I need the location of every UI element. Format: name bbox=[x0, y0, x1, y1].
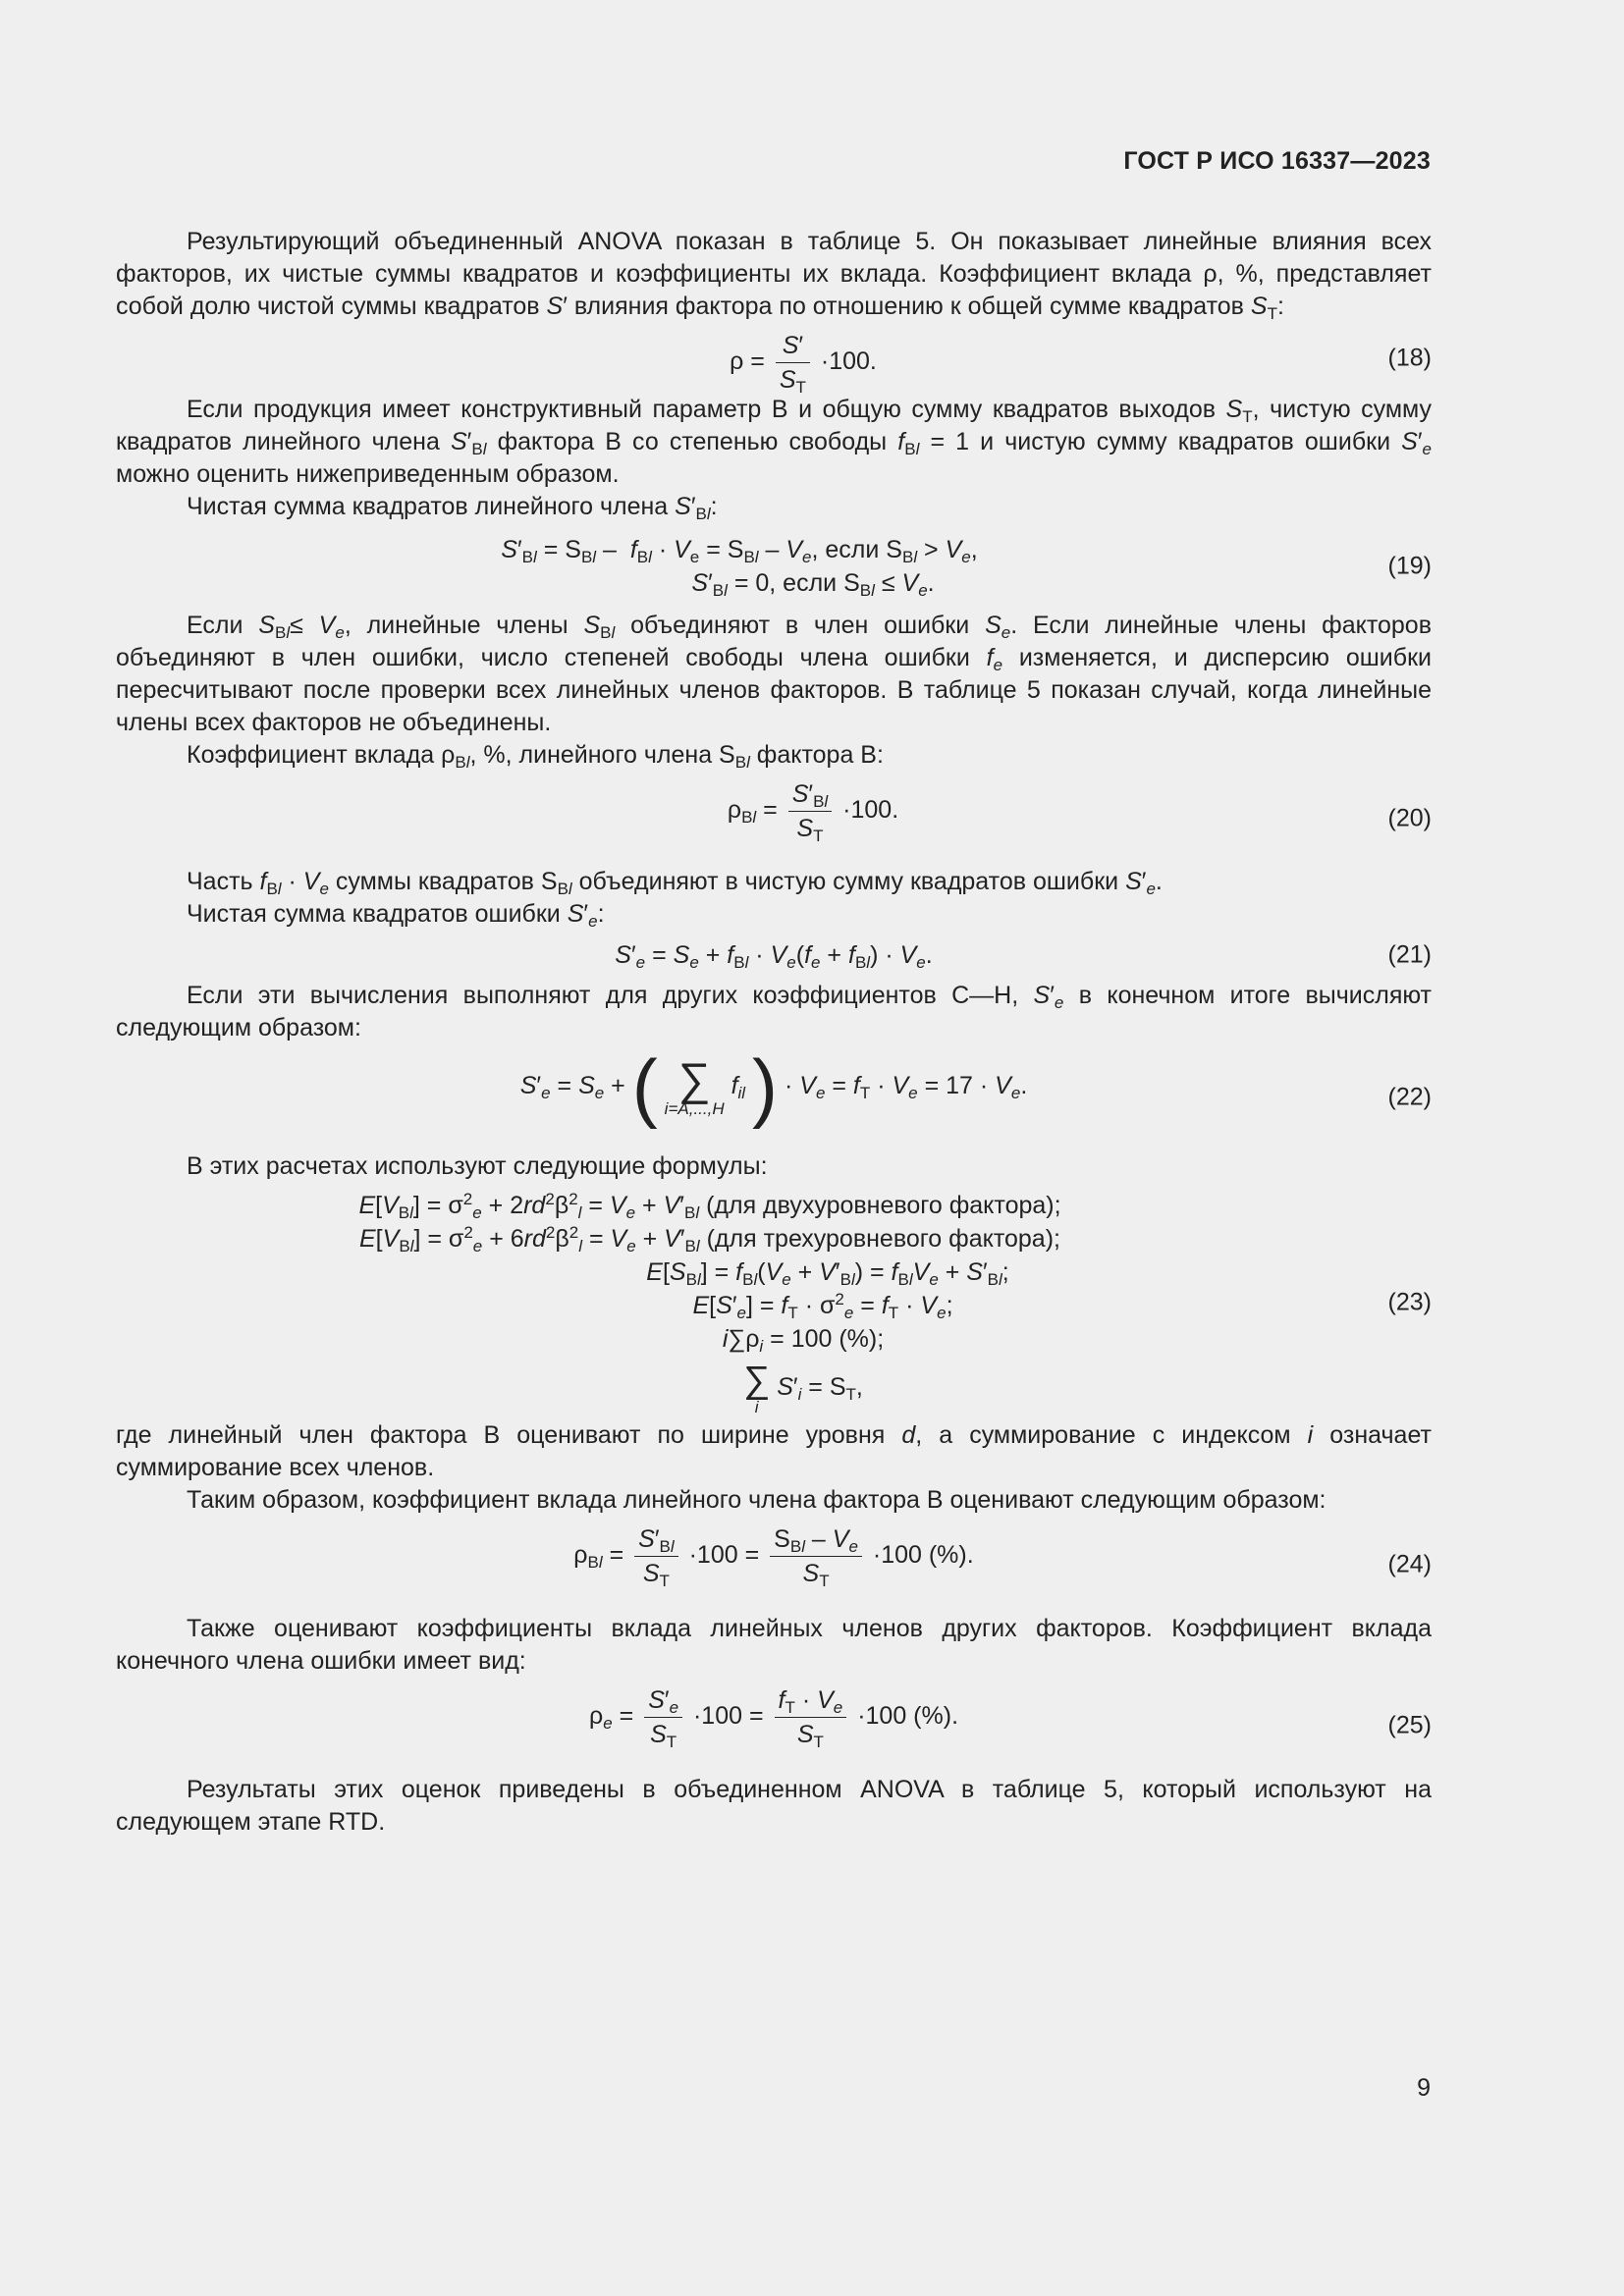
eq-number-24: (24) bbox=[1387, 1550, 1432, 1578]
eq23-note-2level: (для двухуровневого фактора); bbox=[706, 1192, 1061, 1219]
equation-25: $\rho_e$ = $\frac{S'_e}{S_T}$ ·100 = $\frac{f_T \cdot V_e}{S_T}$ ·100 (%). (25) bbox=[588, 1686, 1432, 1751]
eq22-constant: 17 bbox=[946, 1071, 973, 1099]
equation-18: ρ = $\frac{S'}{S_T}$ ·100. (18) bbox=[730, 332, 1432, 397]
paragraph-4: Если $S_{Bl}\le V_e$, линейные члены $S_{Bl}$ объединяют в член ошибки $S_e$. Если линейные члены факторов объединяют в член ошибки, число степеней свободы члена ошибки $f_e$ изменяется, и дисперсию ошибки пересчитывают после проверки всех линейных членов факторов. В таблице 5 показан случай, когда линейные члены всех факторов не объединены. bbox=[116, 612, 1432, 736]
paragraph-11: Таким образом, коэффициент вклада линейного члена фактора B оценивают следующим образом: bbox=[187, 1486, 1326, 1514]
paragraph-2: Если продукция имеет конструктивный параметр B и общую сумму квадратов выходов $S_T$, чистую сумму квадратов линейного члена $S'_{Bl}$ фактора B со степенью свободы $f_{Bl} = 1$ и чистую сумму квадратов ошибки $S'_e$ можно оценить нижеприведенным образом. bbox=[116, 396, 1432, 488]
eq-number-25: (25) bbox=[1387, 1711, 1432, 1739]
document-body bbox=[116, 226, 1432, 1839]
eq-number-18: (18) bbox=[1387, 344, 1432, 372]
equation-24: $\rho_{Bl}$ = $\frac{S'_{Bl}}{S_T}$ ·100 = $\frac{S_{Bl} - V_e}{S_T}$ ·100 (%). (24) bbox=[573, 1525, 1432, 1590]
equation-21: $S'_e = S_e + f_{Bl} \cdot V_e(f_e + f_{Bl}) \cdot V_e$. (21) bbox=[615, 940, 1432, 972]
eq-number-23: (23) bbox=[1387, 1288, 1432, 1315]
paragraph-5: Коэффициент вклада $\rho_{Bl}$, %, линейного члена $S_{Bl}$ фактора B: bbox=[187, 741, 884, 772]
eq-number-19: (19) bbox=[1387, 552, 1432, 580]
eq-number-21: (21) bbox=[1387, 940, 1432, 969]
paragraph-1: Результирующий объединенный ANOVA показан в таблице 5. Он показывает линейные влияния всех факторов, их чистые суммы квадратов и коэффициенты их вклада. Коэффициент вклада ρ, %, представляет собой долю чистой суммы квадратов S′ влияния фактора по отношению к общей сумме квадратов $S_T$: bbox=[116, 228, 1432, 323]
eq23-note-3level: (для трехуровневого фактора); bbox=[706, 1225, 1060, 1253]
paragraph-13: Результаты этих оценок приведены в объединенном ANOVA в таблице 5, который используют на следующем этапе RTD. bbox=[116, 1776, 1432, 1836]
document-header: ГОСТ Р ИСО 16337—2023 bbox=[1123, 147, 1431, 175]
paragraph-8: Если эти вычисления выполняют для других коэффициентов C—H, $S'_e$ в конечном итоге вычисляют следующим образом: bbox=[116, 982, 1433, 1041]
eq-number-22: (22) bbox=[1387, 1083, 1432, 1111]
equation-19: $S'_{Bl} = S_{Bl} - f_{Bl} \cdot V_e = S_{Bl} - V_e$, если $S_{Bl} > V_e$, $S'_{Bl} = 0$, если $S_{Bl} \le V_e$. (19) bbox=[501, 536, 1432, 600]
paragraph-9: В этих расчетах используют следующие формулы: bbox=[187, 1152, 768, 1180]
paragraph-7: Чистая сумма квадратов ошибки $S'_e$: bbox=[187, 900, 605, 931]
paragraph-6: Часть $f_{Bl} \cdot V_e$ суммы квадратов $S_{Bl}$ объединяют в чистую сумму квадратов ошибки $S'_e$. bbox=[187, 868, 1163, 898]
equation-20: $\rho_{Bl}$ = $\frac{S'_{Bl}}{S_T}$ ·100. (20) bbox=[727, 780, 1432, 845]
equation-22: $S'_e = S_e$ + ( ∑ i=A,...,H $f_{il}$ ) · $V_e = f_T \cdot V_e = 17 \cdot V_e$. (22) bbox=[519, 1043, 1432, 1130]
paragraph-10: где линейный член фактора B оценивают по ширине уровня d, а суммирование с индексом i означает суммирование всех членов. bbox=[116, 1421, 1432, 1481]
page-number: 9 bbox=[1417, 2074, 1431, 2102]
paragraph-3: Чистая сумма квадратов линейного члена $S'_{Bl}$: bbox=[187, 493, 718, 523]
eq-number-20: (20) bbox=[1387, 804, 1432, 832]
eq18-multiplier: 100. bbox=[829, 347, 877, 376]
equation-23: $E[V_{Bl}] = \sigma^2_e + 2rd^2\beta^2_l = V_e + V'_{Bl}$ (для двухуровневого фактора); $E[V_{Bl}] = \sigma^2_e + 6rd^2\beta^2_l = V_e + V'_{Bl}$ (для трехуровневого фактора); $E[S_{Bl}] = f_{Bl}(V_e + V'_{Bl}) = f_{Bl}V_e + S'_{Bl}$; $E[S'_e] = f_T \cdot \sigma^2_e = f_T \cdot V_e$; $i\sum\rho_i = 100$ (%); ∑ i $S'_i = S_T$, (23) bbox=[358, 1190, 1432, 1416]
paragraph-12: Также оценивают коэффициенты вклада линейных членов других факторов. Коэффициент вклада конечного члена ошибки имеет вид: bbox=[116, 1615, 1432, 1675]
